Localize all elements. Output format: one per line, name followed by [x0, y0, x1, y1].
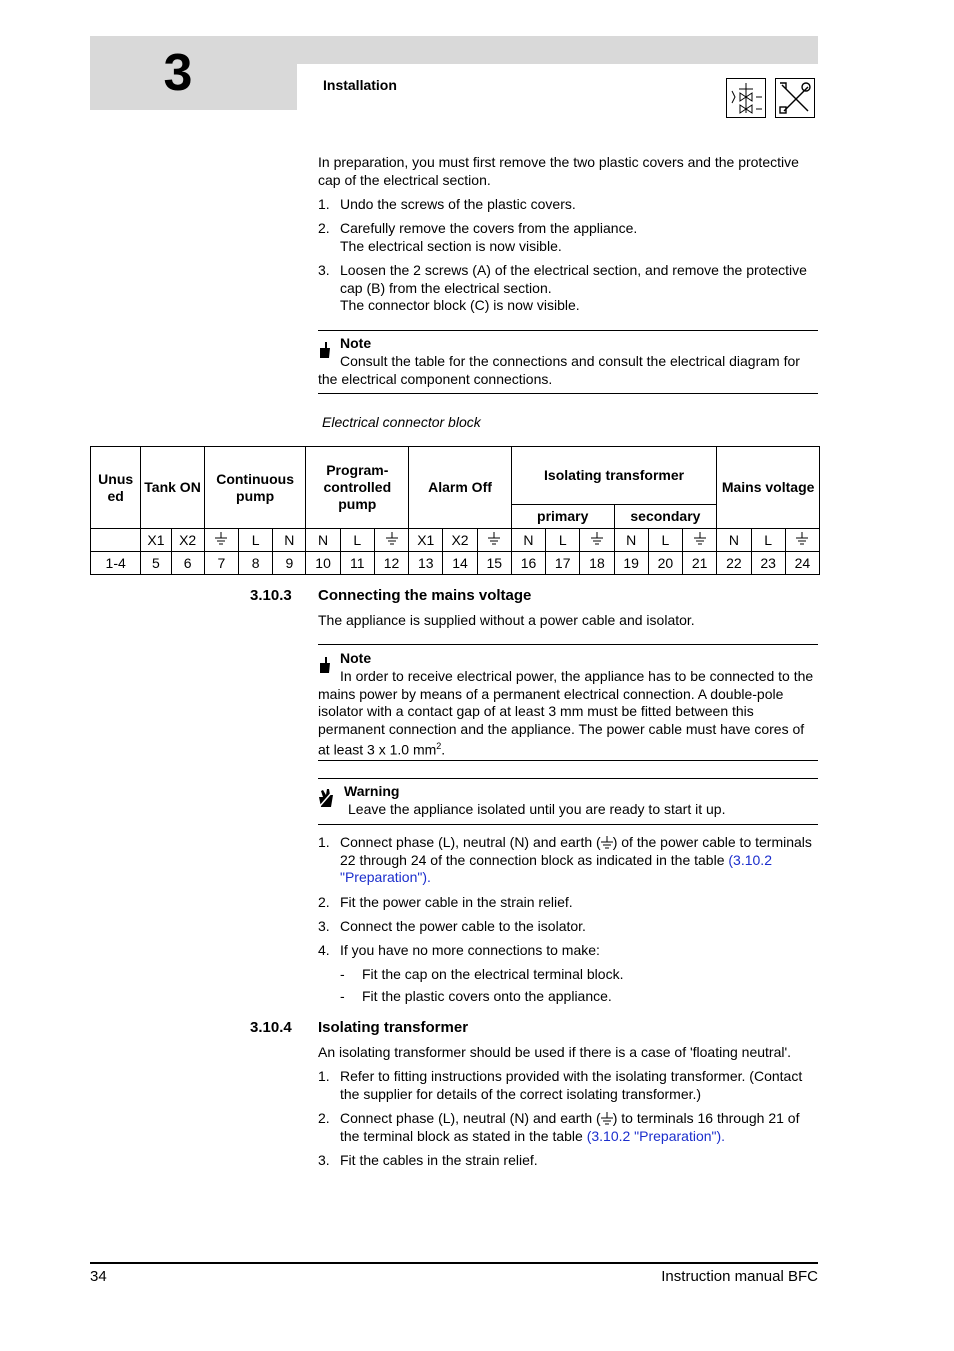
manual-title: Instruction manual BFC: [661, 1268, 818, 1285]
terminal-cell: 16: [511, 552, 545, 575]
note-title: Note: [340, 650, 372, 666]
earth-icon: [785, 529, 819, 552]
warning-title: Warning: [344, 783, 400, 799]
tools-icon: [775, 78, 815, 118]
list-item: 3. Fit the cables in the strain relief.: [318, 1152, 538, 1168]
table-header: Alarm Off: [409, 447, 512, 529]
section-title: Installation: [323, 77, 397, 93]
divider: [318, 760, 818, 761]
warning-text: Leave the appliance isolated until you are ready to start it up.: [348, 801, 726, 817]
terminal-cell: 24: [785, 552, 819, 575]
note-title: Note: [340, 335, 372, 351]
footer-divider: [90, 1262, 818, 1264]
list-item: 4. If you have no more connections to make:: [318, 942, 600, 958]
terminal-cell: 18: [580, 552, 614, 575]
list-item: 3. Connect the power cable to the isolator.: [318, 918, 586, 934]
divider: [318, 393, 818, 394]
signal-cell: N: [717, 529, 751, 552]
divider: [318, 778, 818, 779]
signal-cell: L: [239, 529, 273, 552]
table-header: Program-controlled pump: [306, 447, 409, 529]
list-item: 1. Refer to fitting instructions provided with the isolating transformer. (Contact the supplier for details of the correct isolating transformer.): [318, 1068, 803, 1102]
terminal-cell: 8: [239, 552, 273, 575]
terminal-cell: 15: [477, 552, 511, 575]
terminal-cell: 19: [614, 552, 648, 575]
terminal-cell: 12: [374, 552, 408, 575]
terminal-cell: 20: [648, 552, 682, 575]
list-item: 3. Loosen the 2 screws (A) of the electrical section, and remove the protective cap (B) from the electrical section. The connector block (C) is now visible.: [318, 262, 807, 314]
table-caption: Electrical connector block: [322, 414, 481, 430]
preparation-link[interactable]: (3.10.2 "Preparation").: [340, 851, 772, 886]
installer-valve-icon: [726, 78, 766, 118]
sub-list-item: - Fit the cap on the electrical terminal block.: [340, 966, 624, 982]
intro-text: In preparation, you must first remove the two plastic covers and the protective cap of the electrical section.: [318, 154, 799, 188]
signal-cell: X2: [171, 529, 204, 552]
signal-cell: L: [546, 529, 580, 552]
note-text: Consult the table for the connections and consult the electrical diagram for the electrical component connections.: [318, 353, 800, 387]
signal-cell: N: [273, 529, 306, 552]
signal-cell: L: [648, 529, 682, 552]
signal-cell: N: [614, 529, 648, 552]
earth-icon: [477, 529, 511, 552]
warning-hand-icon: [317, 787, 335, 809]
signal-cell: N: [306, 529, 340, 552]
table-header: Isolating transformer: [511, 447, 716, 505]
terminal-cell: 5: [141, 552, 171, 575]
section-text: The appliance is supplied without a power cable and isolator.: [318, 612, 695, 628]
preparation-link[interactable]: (3.10.2 "Preparation").: [586, 1127, 726, 1144]
list-item: 2. Fit the power cable in the strain relief.: [318, 894, 573, 910]
earth-icon: [601, 1112, 613, 1126]
sub-list-item: - Fit the plastic covers onto the appliance.: [340, 988, 612, 1004]
earth-icon: [683, 529, 717, 552]
terminal-cell: 1-4: [91, 552, 141, 575]
divider: [318, 824, 818, 825]
note-text: In order to receive electrical power, the appliance has to be connected to the mains power by means of a permanent electrical connection. A double-pole isolator with a contact gap of at least 3 mm must be fitted between this permanent connection and the appliance. The power cable must have cores of at least 3 x 1.0 $mm^2$.: [318, 668, 814, 759]
terminal-cell: 10: [306, 552, 340, 575]
earth-icon: [374, 529, 408, 552]
signal-cell: L: [340, 529, 374, 552]
table-subheader: secondary: [614, 505, 717, 529]
section-text: An isolating transformer should be used if there is a case of 'floating neutral'.: [318, 1044, 792, 1060]
terminal-cell: 13: [409, 552, 443, 575]
table-header: Tank ON: [141, 447, 204, 529]
chapter-number: 3: [163, 44, 193, 102]
signal-cell: N: [511, 529, 545, 552]
earth-icon: [601, 836, 613, 850]
section-number: 3.10.4: [250, 1019, 292, 1036]
signal-cell: [91, 529, 141, 552]
signal-cell: L: [751, 529, 785, 552]
list-item: 1. Connect phase (L), neutral (N) and earth ( ) of the power cable to terminals 22 through 24 of the connection block as indicated in the table (3.10.2 "Preparation").: [318, 834, 812, 886]
signal-cell: X2: [443, 529, 477, 552]
earth-icon: [580, 529, 614, 552]
terminal-cell: 14: [443, 552, 477, 575]
divider: [318, 644, 818, 645]
section-heading: Isolating transformer: [318, 1019, 469, 1036]
divider: [318, 330, 818, 331]
connector-table: [90, 446, 820, 575]
terminal-cell: 6: [171, 552, 204, 575]
signal-cell: X1: [141, 529, 171, 552]
list-item: 2. Connect phase (L), neutral (N) and earth ( ) to terminals 16 through 21 of the terminal block as stated in the table (3.10.2 "Preparation").: [318, 1110, 800, 1144]
terminal-cell: 9: [273, 552, 306, 575]
terminal-cell: 22: [717, 552, 751, 575]
section-number: 3.10.3: [250, 587, 292, 604]
page-number: 34: [90, 1268, 107, 1285]
terminal-cell: 21: [683, 552, 717, 575]
table-header: Unus ed: [91, 447, 141, 529]
terminal-cell: 11: [340, 552, 374, 575]
earth-icon: [204, 529, 238, 552]
table-subheader: primary: [511, 505, 614, 529]
list-item: 1. Undo the screws of the plastic covers.: [318, 196, 576, 212]
terminal-cell: 17: [546, 552, 580, 575]
table-header: Mains voltage: [717, 447, 820, 529]
signal-cell: X1: [409, 529, 443, 552]
table-header: Continuous pump: [204, 447, 306, 529]
section-heading: Connecting the mains voltage: [318, 587, 532, 604]
terminal-cell: 7: [204, 552, 238, 575]
terminal-cell: 23: [751, 552, 785, 575]
list-item: 2. Carefully remove the covers from the appliance. The electrical section is now visible.: [318, 220, 638, 254]
